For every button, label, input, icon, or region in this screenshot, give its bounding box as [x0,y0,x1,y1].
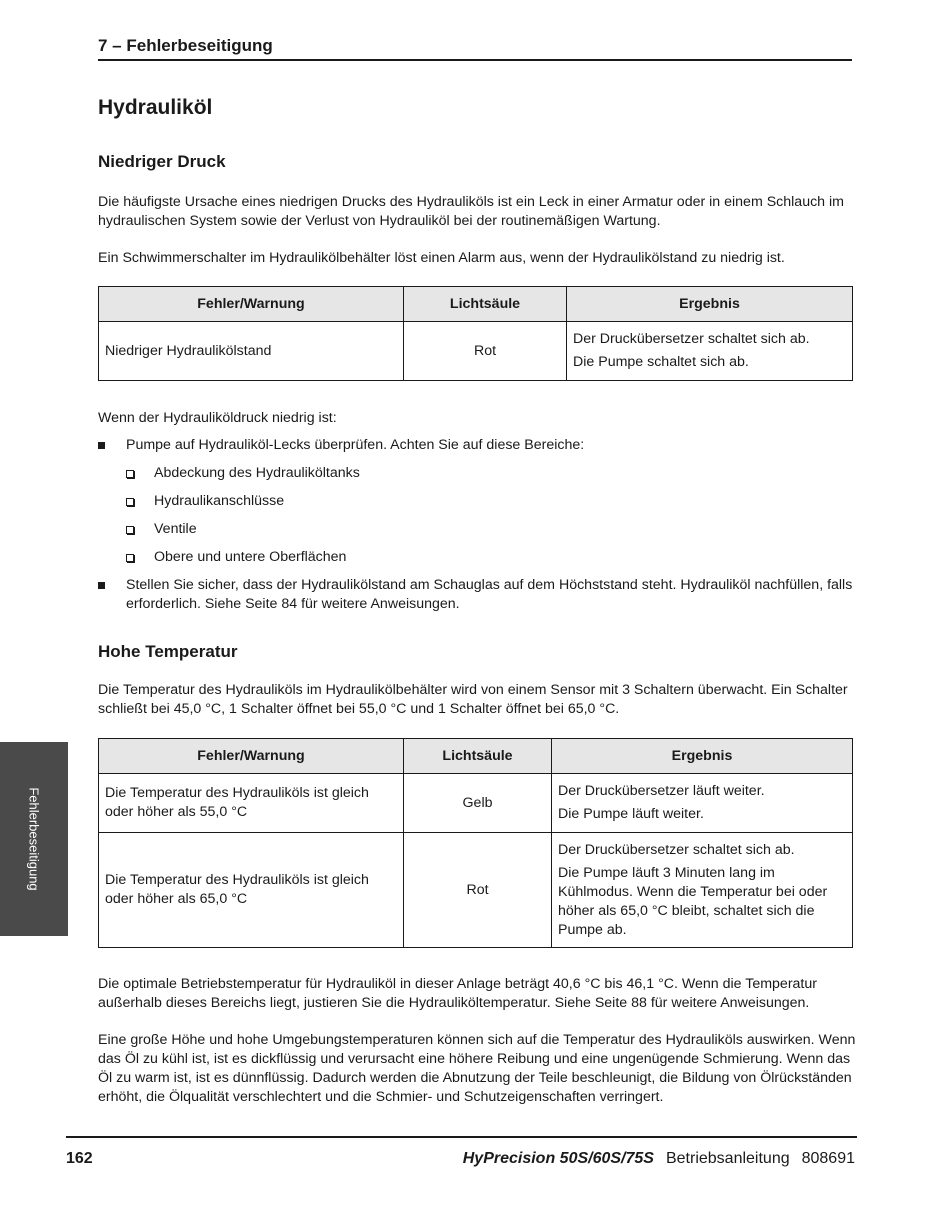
column-header-fault: Fehler/Warnung [99,287,404,322]
result-line: Der Druckübersetzer schaltet sich ab. [573,331,810,347]
table-header-row [99,287,853,322]
result-line: Der Druckübersetzer schaltet sich ab. [558,841,795,858]
checkbox-bullet-icon [126,554,134,562]
column-header-result: Ergebnis [567,287,853,322]
result-cell [552,774,853,833]
product-name: HyPrecision 50S/60S/75S [462,1150,654,1167]
chapter-header: 7 – Fehlerbeseitigung [98,36,852,61]
paragraph-optimal-temperature: Die optimale Betriebstemperatur für Hydrauliköl in dieser Anlage beträgt 40,6 °C bis 46,1 °C. Wenn die Temperatur außerhalb dieses Bereichs liegt, justieren Sie die Hydrauliköltemperatur. Siehe Seite 88 für weitere Anweisungen. [98,976,817,1011]
table-row [99,833,853,948]
bullet-text: Pumpe auf Hydrauliköl-Lecks überprüfen. Achten Sie auf diese Bereiche: [126,437,585,453]
table-row [99,774,853,833]
square-bullet-icon [98,582,105,589]
checkbox-bullet-icon [126,526,134,534]
light-cell: Rot [404,833,552,948]
bullet-text: Stellen Sie sicher, dass der Hydraulikölstand am Schauglas auf dem Höchststand steht. Hydrauliköl nachfüllen, falls erforderlich. Siehe Seite 84 für weitere Anweisungen. [126,577,853,612]
result-line: Die Pumpe läuft weiter. [558,806,704,822]
page-number: 162 [66,1150,93,1167]
light-cell: Rot [404,322,567,381]
section-heading-low-pressure: Niedriger Druck [98,152,226,171]
result-line: Die Pumpe läuft 3 Minuten lang im Kühlmodus. Wenn die Temperatur bei oder höher als 65,0 °C bleibt, schaltet sich die Pumpe ab. [558,864,828,938]
sub-item-text: Obere und untere Oberflächen [154,549,347,565]
square-bullet-icon [98,442,105,449]
sub-item-text: Hydraulikanschlüsse [154,493,285,509]
fault-cell: Die Temperatur des Hydrauliköls ist gleich oder höher als 55,0 °C [99,774,404,833]
sub-item-text: Ventile [154,521,197,537]
checkbox-bullet-icon [126,498,134,506]
result-cell [552,833,853,948]
paragraph-temperature-sensor: Die Temperatur des Hydrauliköls im Hydraulikölbehälter wird von einem Sensor mit 3 Schaltern überwacht. Ein Schalter schließt bei 45,0 °C, 1 Schalter öffnet bei 55,0 °C und 1 Schalter öffnet bei 65,0 °C. [98,682,848,717]
checkbox-bullet-icon [126,470,134,478]
paragraph-low-pressure-cause: Die häufigste Ursache eines niedrigen Drucks des Hydrauliköls ist ein Leck in einer Armatur oder in einem Schlauch im hydraulischen System sowie der Verlust von Hydrauliköl bei der routinemäßigen Wartung. [98,194,844,229]
sub-item-text: Abdeckung des Hydrauliköltanks [154,465,360,481]
result-line: Die Pumpe schaltet sich ab. [573,354,749,370]
paragraph-float-switch: Ein Schwimmerschalter im Hydraulikölbehälter löst einen Alarm aus, wenn der Hydraulikölstand zu niedrig ist. [98,250,785,266]
document-number: 808691 [801,1150,855,1167]
column-header-result: Ergebnis [552,739,853,774]
low-pressure-table [98,286,853,381]
page-title: Hydrauliköl [98,96,213,119]
table-header-row [99,739,853,774]
result-cell [567,322,853,381]
light-cell: Gelb [404,774,552,833]
footer-info [463,1150,855,1168]
high-temperature-table [98,738,853,948]
side-tab-label: Fehlerbeseitigung [26,787,42,891]
fault-cell: Niedriger Hydraulikölstand [99,322,404,381]
table-row [99,322,853,381]
result-line: Der Druckübersetzer läuft weiter. [558,783,765,799]
section-heading-high-temperature: Hohe Temperatur [98,642,238,661]
side-tab [0,742,68,936]
column-header-light: Lichtsäule [404,287,567,322]
footer-divider [66,1136,857,1138]
column-header-fault: Fehler/Warnung [99,739,404,774]
paragraph-low-pressure-intro: Wenn der Hydrauliköldruck niedrig ist: [98,410,337,426]
column-header-light: Lichtsäule [404,739,552,774]
document-type: Betriebsanleitung [665,1150,790,1167]
paragraph-temperature-effects: Eine große Höhe und hohe Umgebungstemperaturen können sich auf die Temperatur des Hydrauliköls auswirken. Wenn das Öl zu kühl ist, ist es dickflüssig und verursacht eine höhere Reibung und eine ungenügende Schmierung. Wenn das Öl zu warm ist, ist es dünnflüssig. Dadurch werden die Abnutzung der Teile beschleunigt, die Bildung von Ölrückständen erhöht, die Ölqualität verschlechtert und die Schmier- und Schutzeigenschaften verringert. [98,1032,856,1105]
fault-cell: Die Temperatur des Hydrauliköls ist gleich oder höher als 65,0 °C [99,833,404,948]
